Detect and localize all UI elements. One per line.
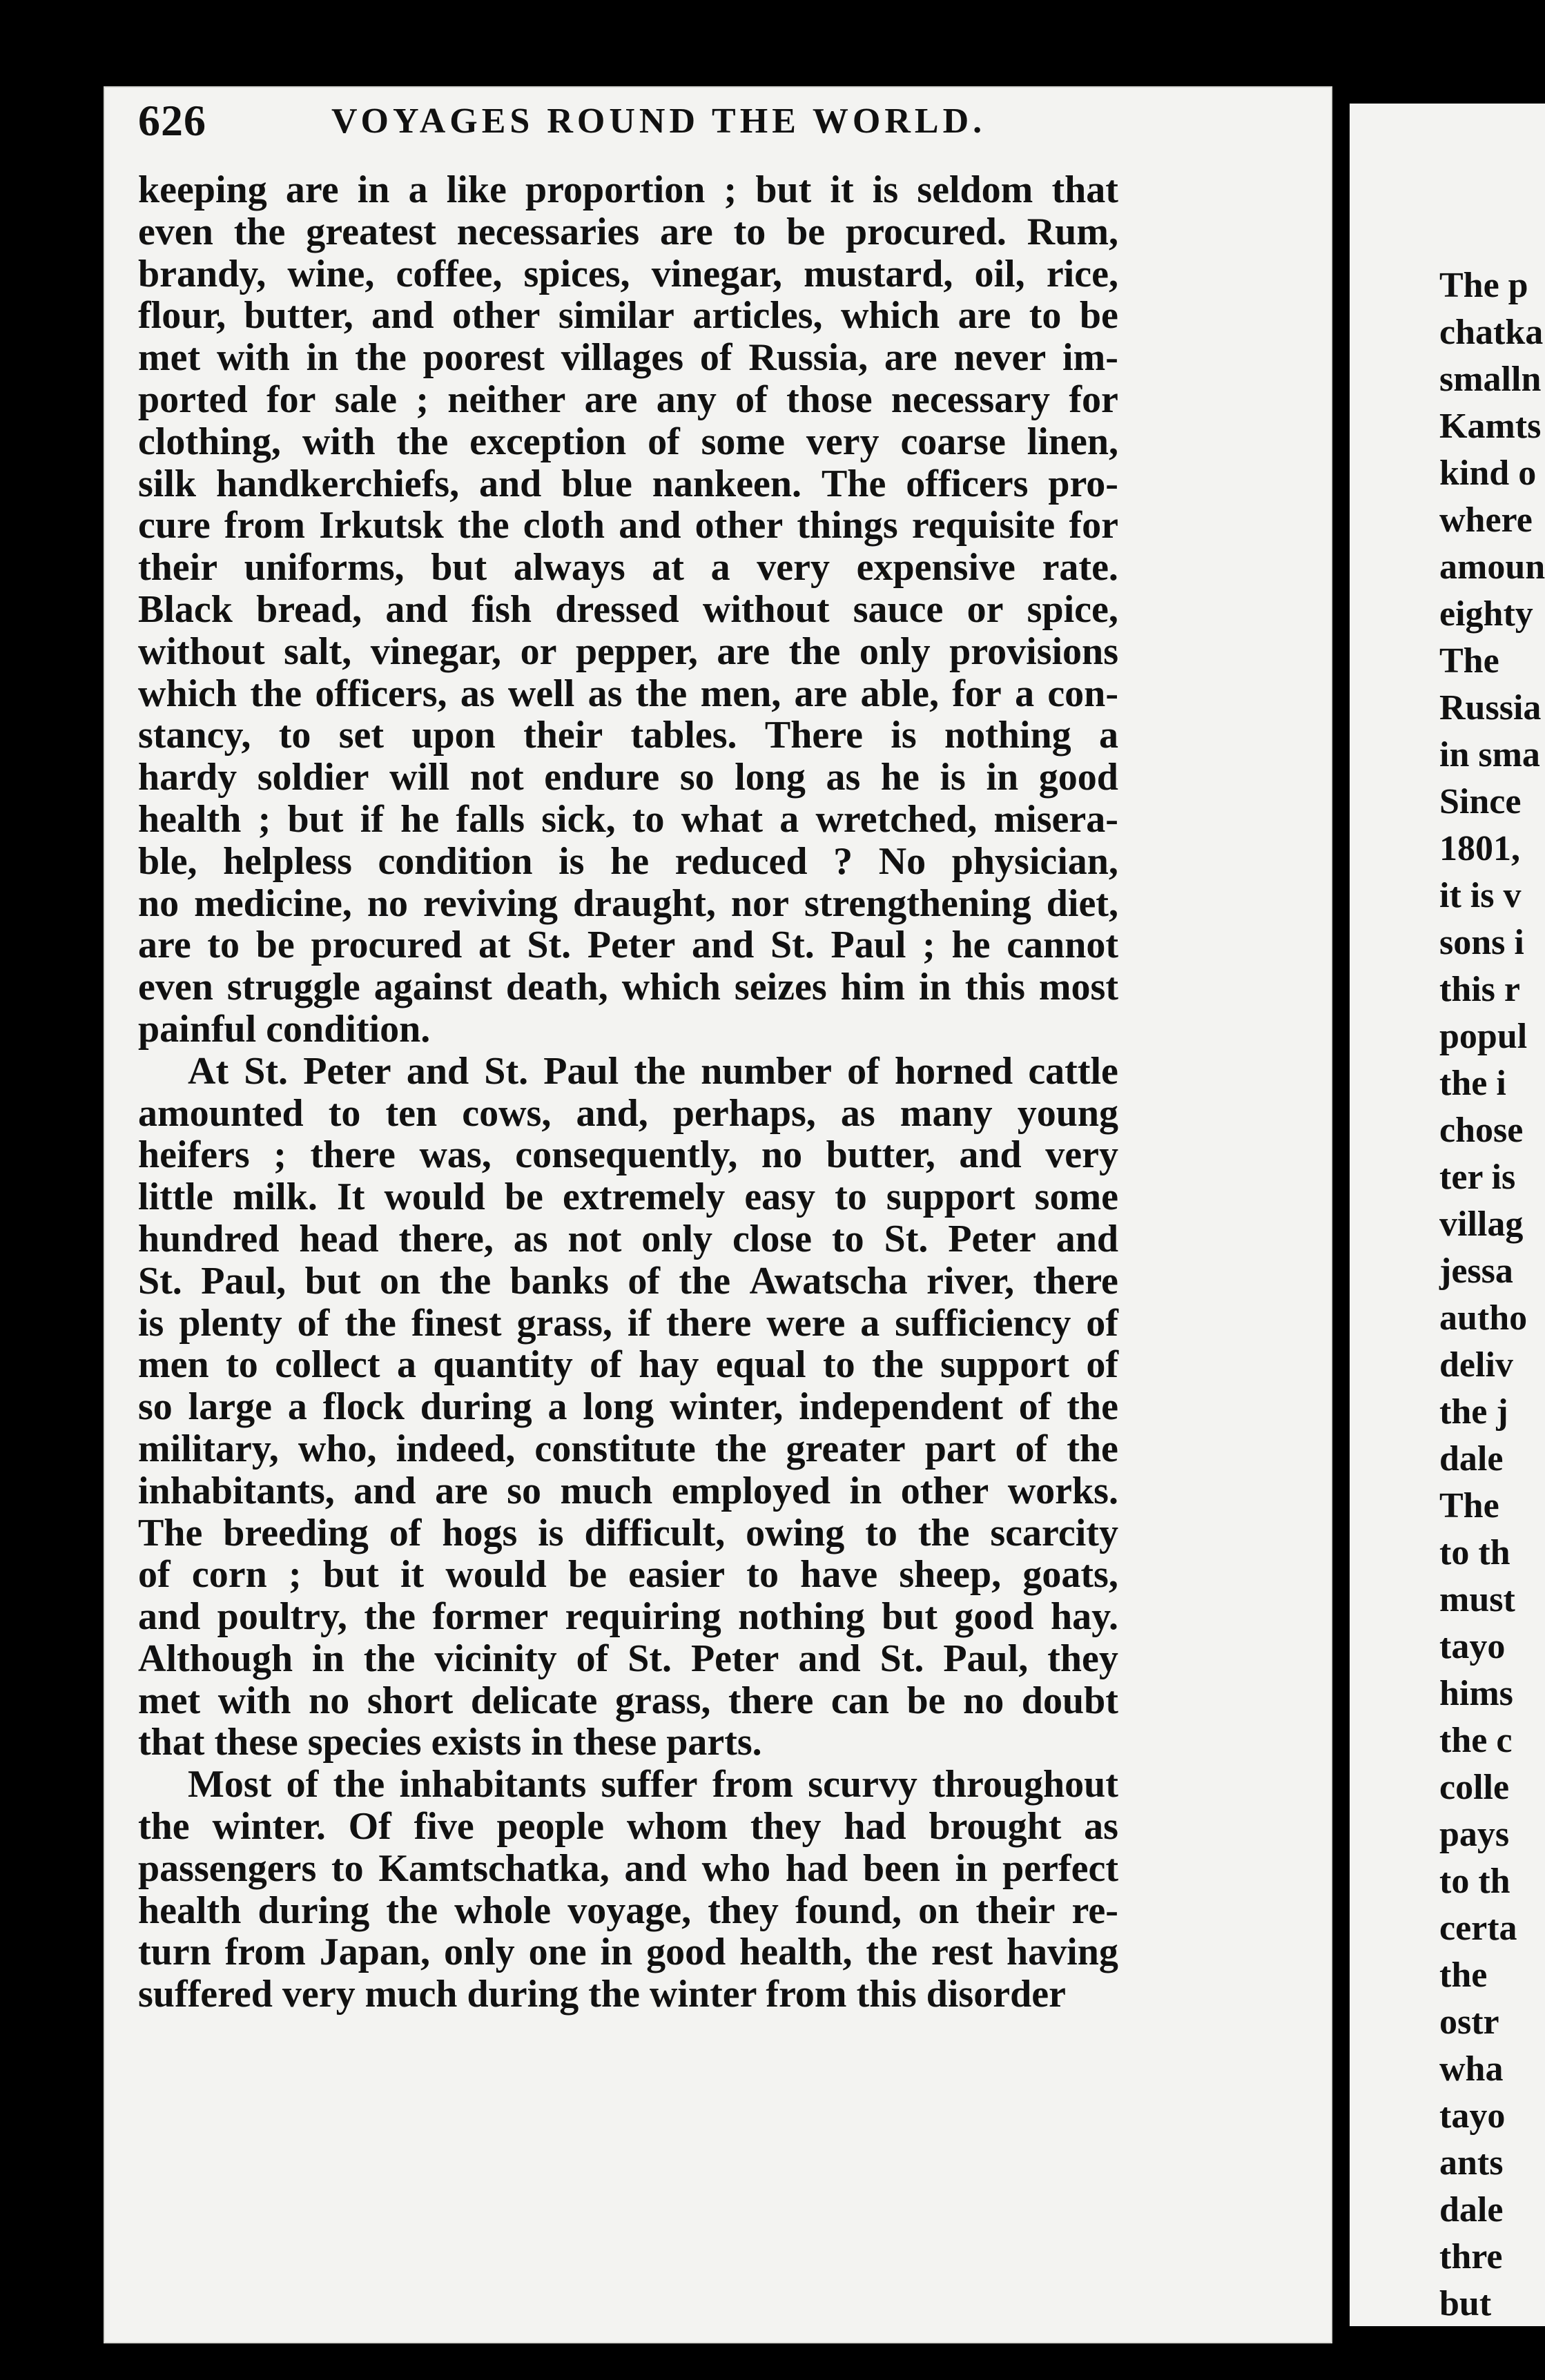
text-line: health during the whole voyage, they found, on their re- [138,1889,1118,1932]
right-page-line: The [1439,1486,1499,1525]
text-line: little milk. It would be extremely easy to support some [138,1176,1118,1219]
text-line: Most of the inhabitants suffer from scurvy throughout [188,1763,1118,1806]
text-line: cure from Irkutsk the cloth and other things requisite for [138,504,1118,547]
right-page-line: The p [1439,266,1528,305]
right-page-line: tayo [1439,2096,1506,2136]
text-line: without salt, vinegar, or pepper, are the only provisions [138,630,1118,673]
right-page-line: but [1439,2284,1492,2323]
text-line: ported for sale ; neither are any of those necessary for [138,378,1118,421]
text-line: amounted to ten cows, and, perhaps, as many young [138,1091,1118,1135]
text-line: even struggle against death, which seizes him in this most [138,966,1118,1009]
right-page-line: certa [1439,1909,1517,1948]
right-page-line: chatka [1439,313,1544,352]
right-page-line: the i [1439,1064,1506,1103]
right-page-line: Russia [1439,688,1542,728]
text-line: are to be procured at St. Peter and St. Paul ; he cannot [138,924,1118,967]
text-line: At St. Peter and St. Paul the number of horned cattle [188,1049,1118,1093]
right-page-line: ter is [1439,1158,1516,1197]
text-line: so large a flock during a long winter, independent of the [138,1385,1118,1429]
text-line: which the officers, as well as the men, are able, for a con- [138,672,1118,715]
right-page-line: thre [1439,2237,1503,2276]
page-header [138,90,1118,152]
text-line: The breeding of hogs is difficult, owing to the scarcity [138,1511,1118,1554]
text-line: painful condition. [138,1007,431,1051]
right-page-line: ants [1439,2143,1504,2183]
paragraph [138,169,1118,1051]
text-line: men to collect a quantity of hay equal to the support of [138,1343,1118,1387]
text-line: no medicine, no reviving draught, nor strengthening diet, [138,881,1118,925]
text-line: passengers to Kamtschatka, and who had been in perfect [138,1846,1118,1890]
right-page-line: in sma [1439,735,1540,774]
page-number: 626 [138,96,206,145]
right-page [1350,104,1545,2326]
right-page-line: Kamts [1439,407,1542,446]
text-line: their uniforms, but always at a very expensive rate. [138,546,1118,589]
right-page-line: smalln [1439,360,1542,399]
right-page-line: deliv [1439,1345,1513,1385]
right-page-line: jessa [1439,1251,1513,1291]
right-page-line: the j [1439,1392,1508,1432]
text-line: is plenty of the finest grass, if there were a sufficiency of [138,1301,1118,1345]
right-page-line: the c [1439,1721,1513,1760]
right-page-line: The [1439,641,1499,681]
text-line: and poultry, the former requiring nothing but good hay. [138,1595,1118,1639]
text-line: Black bread, and fish dressed without sauce or spice, [138,587,1118,631]
right-page-line: this r [1439,970,1520,1009]
text-line: met with in the poorest villages of Russia, are never im- [138,336,1118,380]
right-page-line: 1801, [1439,829,1520,868]
right-page-line: chose [1439,1111,1524,1150]
right-page-line: eighty [1439,594,1533,634]
right-page-line: the [1439,1955,1488,1995]
text-line: even the greatest necessaries are to be procured. Rum, [138,210,1118,253]
right-page-line: to th [1439,1862,1510,1901]
right-page-text [1439,262,1545,2326]
right-page-line: colle [1439,1768,1510,1807]
text-line: keeping are in a like proportion ; but it is seldom that [138,168,1118,211]
right-page-line: ostr [1439,2002,1499,2042]
text-line: met with no short delicate grass, there can be no doubt [138,1679,1118,1722]
text-line: hundred head there, as not only close to St. Peter and [138,1217,1118,1260]
right-page-line: sons i [1439,923,1524,962]
right-page-line: pays [1439,1815,1510,1854]
text-line: St. Paul, but on the banks of the Awatscha river, there [138,1259,1118,1303]
right-page-line: to th [1439,1533,1510,1572]
text-line: of corn ; but it would be easier to have sheep, goats, [138,1553,1118,1597]
right-page-line: wha [1439,2049,1504,2089]
right-page-line: it is v [1439,876,1522,915]
text-line: the winter. Of five people whom they had brought as [138,1805,1118,1849]
text-line: stancy, to set upon their tables. There is nothing a [138,714,1118,757]
text-line: health ; but if he falls sick, to what a wretched, misera- [138,797,1118,841]
right-page-line: where [1439,500,1533,540]
text-line: hardy soldier will not endure so long as he is in good [138,756,1118,799]
text-line: silk handkerchiefs, and blue nankeen. The officers pro- [138,462,1118,505]
right-page-line: must [1439,1580,1515,1619]
right-page-line: kind o [1439,453,1537,493]
right-page-line: hims [1439,1674,1513,1713]
text-line: heifers ; there was, consequently, no butter, and very [138,1133,1118,1177]
text-line: military, who, indeed, constitute the greater part of the [138,1427,1118,1470]
text-line: inhabitants, and are so much employed in other works. [138,1469,1118,1512]
right-page-line: villag [1439,1204,1524,1244]
right-page-line: amoun [1439,547,1545,587]
right-page-line: dale [1439,2190,1504,2230]
paragraph [138,1764,1118,2016]
text-line: clothing, with the exception of some very coarse linen, [138,420,1118,463]
text-line: suffered very much during the winter from this disorder [138,1973,1066,2016]
text-line: ble, helpless condition is he reduced ? No physician, [138,839,1118,883]
text-line: brandy, wine, coffee, spices, vinegar, mustard, oil, rice, [138,252,1118,295]
right-page-line: tayo [1439,1627,1506,1666]
right-page-line: dale [1439,1439,1504,1479]
paragraph [138,1051,1118,1764]
right-page-line: popul [1439,1017,1528,1056]
text-line: Although in the vicinity of St. Peter and St. Paul, they [138,1637,1118,1680]
text-line: turn from Japan, only one in good health, the rest having [138,1931,1118,1974]
right-page-line: Since [1439,782,1522,821]
body-text [138,169,1118,2016]
text-line: that these species exists in these parts. [138,1721,762,1764]
text-line: flour, butter, and other similar articles, which are to be [138,294,1118,338]
running-title: VOYAGES ROUND THE WORLD. [331,101,987,141]
right-page-line: autho [1439,1298,1528,1338]
